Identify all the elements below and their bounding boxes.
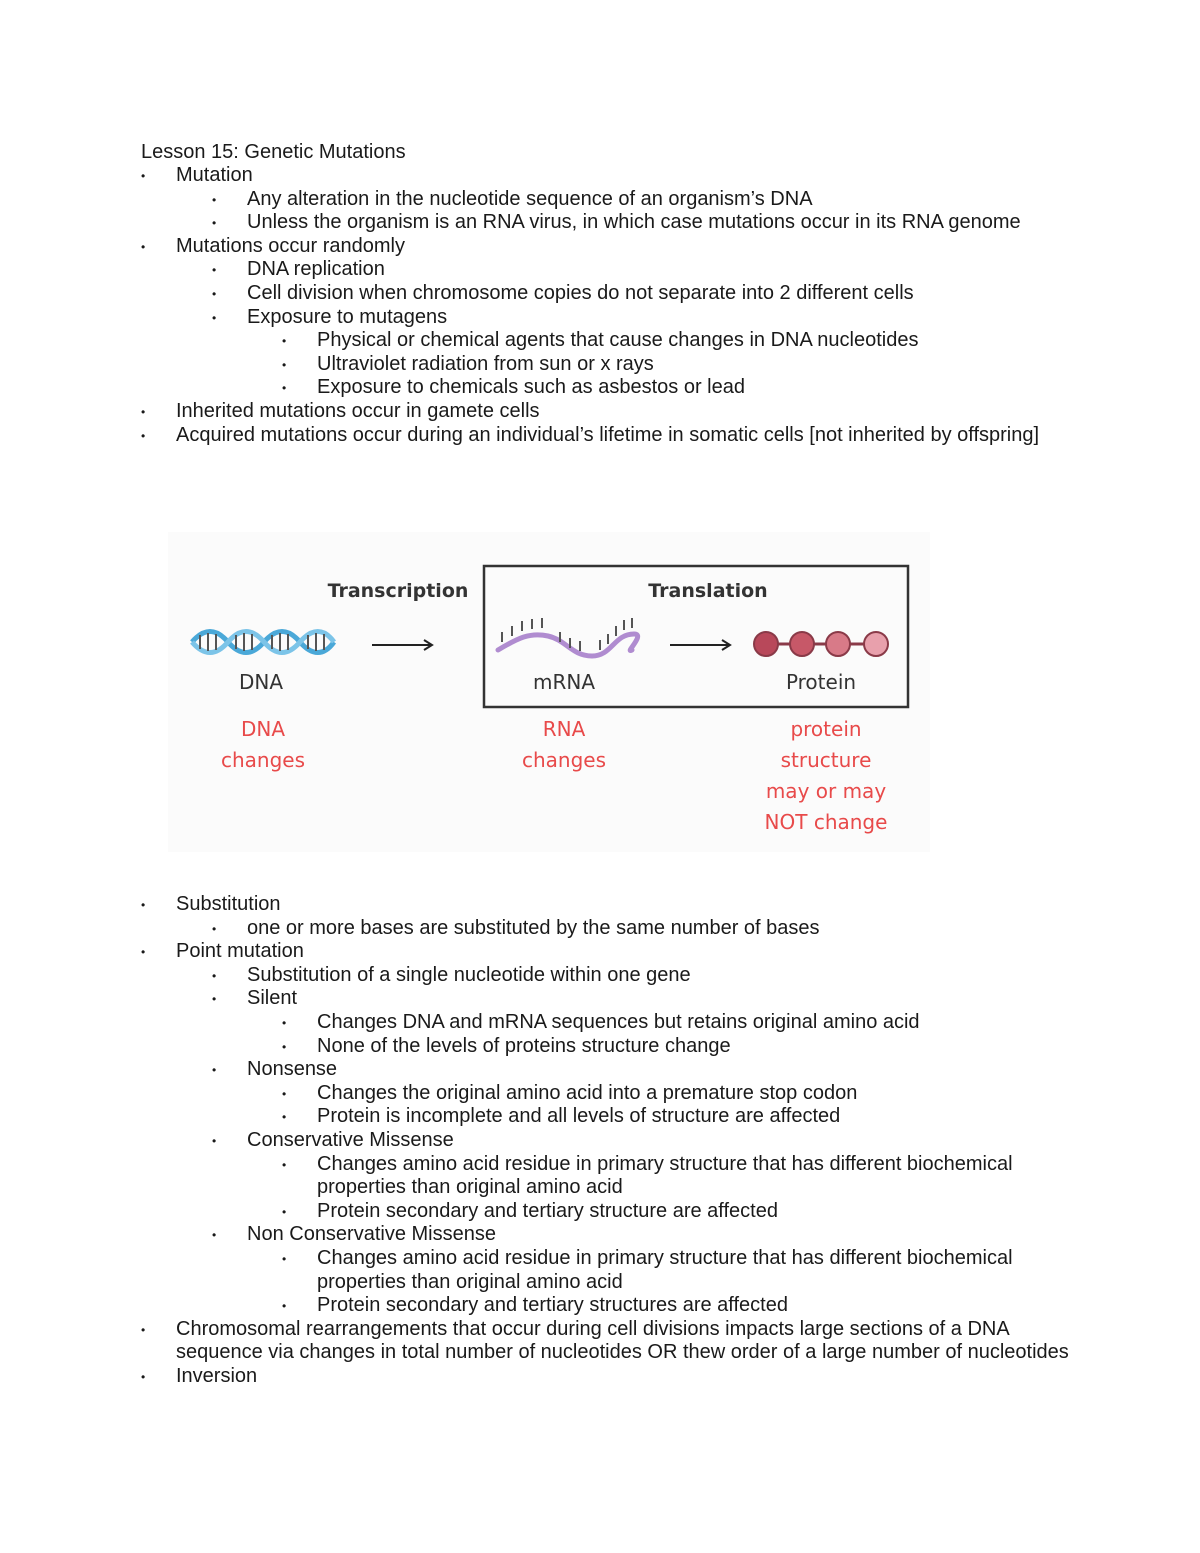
list-item-text: Acquired mutations occur during an individual’s lifetime in somatic cells [not inherited by offspring]	[176, 423, 1040, 446]
protein-changes-line: structure	[780, 748, 872, 772]
list-item	[141, 258, 1091, 282]
dna-label: DNA	[238, 670, 284, 694]
list-item-text: Changes amino acid residue in primary structure that has different biochemical properties than original amino acid	[317, 1152, 1013, 1199]
rna-changes-line: changes	[521, 748, 607, 772]
list-item	[141, 424, 1091, 448]
list-item	[141, 1129, 1091, 1153]
list-item	[141, 1223, 1091, 1247]
list-item-text: Changes the original amino acid into a premature stop codon	[317, 1081, 858, 1104]
protein-changes-line: NOT change	[764, 810, 888, 834]
mrna-label: mRNA	[532, 670, 596, 694]
list-item-text: Conservative Missense	[247, 1128, 454, 1151]
bullet-icon: •	[282, 1157, 287, 1172]
protein-changes-line: may or may	[765, 779, 887, 803]
dna-changes-line: DNA	[240, 717, 286, 741]
list-item	[141, 211, 1091, 235]
list-item	[141, 917, 1091, 941]
list-item	[141, 329, 1091, 353]
list-item	[141, 353, 1091, 377]
list-item	[141, 1365, 1091, 1389]
list-item-text: Protein is incomplete and all levels of structure are affected	[317, 1105, 841, 1128]
protein-label: Protein	[785, 670, 857, 694]
list-item	[141, 1200, 1091, 1224]
bullet-icon: •	[212, 968, 217, 983]
bullet-icon: •	[212, 921, 217, 936]
list-item-text: Chromosomal rearrangements that occur during cell divisions impacts large sections of a DNA sequence via changes in total number of nucleotides OR thew order of a large number of nucleotides	[176, 1317, 1069, 1364]
bullet-icon: •	[141, 428, 146, 443]
list-item-text: Changes amino acid residue in primary structure that has different biochemical properties than original amino acid	[317, 1246, 1013, 1293]
list-item	[141, 1082, 1091, 1106]
list-item	[141, 987, 1091, 1011]
list-item-text: Protein secondary and tertiary structure are affected	[317, 1199, 778, 1222]
list-item	[141, 964, 1091, 988]
bullet-icon: •	[141, 404, 146, 419]
bullet-icon: •	[141, 945, 146, 960]
list-item-text: Silent	[247, 987, 298, 1010]
bullet-icon: •	[282, 1015, 287, 1030]
list-item-text: Nonsense	[247, 1058, 338, 1081]
list-item	[141, 306, 1091, 330]
list-item-text: one or more bases are substituted by the same number of bases	[247, 916, 820, 939]
diagram-svg	[168, 532, 930, 852]
bullet-icon: •	[212, 263, 217, 278]
rna-changes-line: RNA	[542, 717, 586, 741]
bullet-icon: •	[282, 381, 287, 396]
list-item-text: Unless the organism is an RNA virus, in which case mutations occur in its RNA genome	[247, 211, 1021, 234]
central-dogma-diagram	[168, 532, 930, 852]
bullet-icon: •	[212, 1133, 217, 1148]
bullet-icon: •	[282, 1086, 287, 1101]
list-item	[141, 235, 1091, 259]
mutation-list-intro	[141, 164, 1091, 447]
list-item	[141, 164, 1091, 188]
list-item	[141, 1318, 1091, 1365]
list-item	[141, 1011, 1091, 1035]
bullet-icon: •	[212, 1228, 217, 1243]
bullet-icon: •	[282, 1039, 287, 1054]
list-item-text: Protein secondary and tertiary structures are affected	[317, 1294, 788, 1317]
bullet-icon: •	[282, 1299, 287, 1314]
page-title: Lesson 15: Genetic Mutations	[141, 141, 406, 163]
bullet-icon: •	[282, 334, 287, 349]
list-item-text: Any alteration in the nucleotide sequence of an organism’s DNA	[247, 187, 813, 210]
bullet-icon: •	[141, 898, 146, 912]
list-item	[141, 940, 1091, 964]
bullet-icon: •	[212, 310, 217, 325]
list-item-text: Mutations occur randomly	[176, 234, 405, 257]
bullet-icon: •	[282, 1110, 287, 1125]
list-item-text: Inherited mutations occur in gamete cells	[176, 399, 540, 422]
list-item-text: Cell division when chromosome copies do not separate into 2 different cells	[247, 281, 914, 304]
list-item-text: Substitution of a single nucleotide within one gene	[247, 963, 691, 986]
list-item	[141, 1035, 1091, 1059]
transcription-label: Transcription	[327, 580, 469, 602]
list-item-text: Mutation	[176, 164, 253, 186]
bullet-icon: •	[141, 239, 146, 254]
mutation-types-list	[141, 893, 1091, 1388]
list-item	[141, 400, 1091, 424]
bullet-icon: •	[282, 1251, 287, 1266]
list-item-text: Exposure to chemicals such as asbestos or lead	[317, 376, 745, 399]
list-item	[141, 282, 1091, 306]
list-item	[141, 1105, 1091, 1129]
bullet-icon: •	[141, 1369, 146, 1384]
list-item-text: Non Conservative Missense	[247, 1223, 496, 1246]
list-item	[141, 1247, 1091, 1294]
list-item	[141, 1058, 1091, 1082]
list-item	[141, 376, 1091, 400]
protein-changes-line: protein	[790, 717, 862, 741]
bullet-icon: •	[212, 992, 217, 1007]
bullet-icon: •	[282, 1204, 287, 1219]
list-item-text: Ultraviolet radiation from sun or x rays	[317, 352, 654, 375]
list-item-text: Substitution	[176, 893, 281, 915]
list-item-text: None of the levels of proteins structure change	[317, 1034, 731, 1057]
list-item	[141, 1153, 1091, 1200]
bullet-icon: •	[212, 286, 217, 301]
bullet-icon: •	[212, 192, 217, 207]
translation-label: Translation	[648, 580, 768, 602]
list-item-text: Point mutation	[176, 940, 304, 963]
bullet-icon: •	[282, 357, 287, 372]
list-item	[141, 1294, 1091, 1318]
list-item-text: Inversion	[176, 1364, 258, 1387]
list-item-text: Exposure to mutagens	[247, 305, 448, 328]
list-item	[141, 893, 1091, 917]
bullet-icon: •	[141, 169, 146, 183]
bullet-icon: •	[141, 1322, 146, 1337]
bullet-icon: •	[212, 1063, 217, 1078]
list-item-text: Changes DNA and mRNA sequences but retains original amino acid	[317, 1010, 920, 1033]
list-item-text: DNA replication	[247, 258, 385, 281]
list-item-text: Physical or chemical agents that cause changes in DNA nucleotides	[317, 329, 919, 352]
list-item	[141, 188, 1091, 212]
bullet-icon: •	[212, 216, 217, 231]
dna-changes-line: changes	[220, 748, 306, 772]
